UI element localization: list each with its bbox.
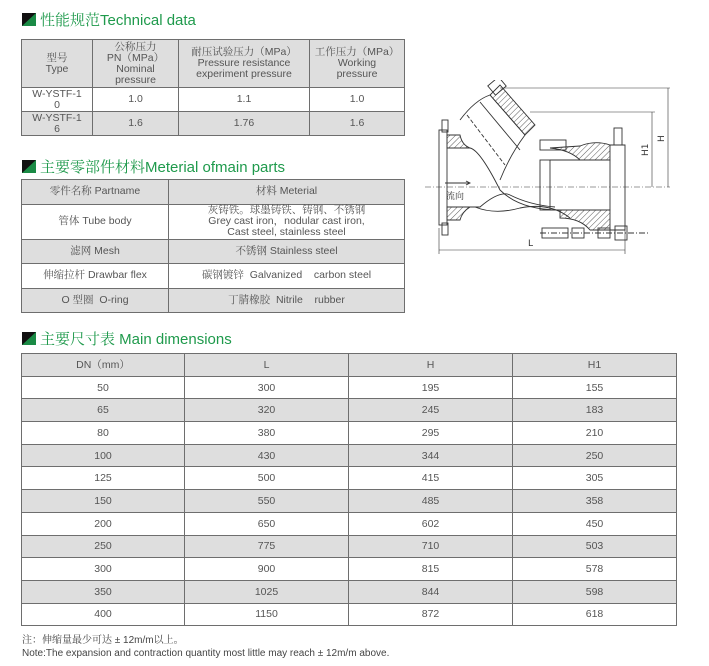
header-working-pressure: 工作压力（MPa） Working pressure: [310, 40, 405, 88]
cell-h: 844: [349, 580, 513, 603]
cell-h: 872: [349, 603, 513, 626]
y-strainer-drawing: [420, 80, 690, 260]
cell-part: 管体 Tube body: [22, 204, 169, 239]
cell-l: 380: [185, 422, 349, 445]
cell-l: 650: [185, 512, 349, 535]
note-chinese: 注：伸缩量最少可达 ± 12m/m以上。: [22, 635, 184, 646]
cell-dn: 80: [22, 422, 185, 445]
table-row: [22, 288, 405, 313]
dim-h1-label: H1: [641, 143, 651, 156]
table-row: [22, 88, 405, 112]
header-nominal-pressure: 公称压力 PN（MPa） Nominal pressure: [93, 40, 179, 88]
table-row: [22, 239, 405, 264]
cell-material: 碳钢镀锌 Galvanized carbon steel: [169, 264, 405, 289]
cell-test: 1.1: [179, 88, 310, 112]
cell-nominal: 1.0: [93, 88, 179, 112]
cell-h1: 598: [513, 580, 677, 603]
table-row: [22, 535, 677, 558]
cell-type: W-YSTF-1 0: [22, 88, 93, 112]
cell-type: W-YSTF-1 6: [22, 112, 93, 136]
dimensions-title: 主要尺寸表 Main dimensions: [22, 328, 232, 349]
cell-material: 灰铸铁。球墨铸铁、铸钢、不锈钢 Grey cast iron，nodular cast iron, Cast steel, stainless steel: [169, 204, 405, 239]
cell-l: 1150: [185, 603, 349, 626]
cell-h1: 183: [513, 399, 677, 422]
cell-h1: 155: [513, 376, 677, 399]
cell-l: 500: [185, 467, 349, 490]
table-row: [22, 467, 677, 490]
note-english: Note:The expansion and contraction quantity most little may reach ± 12m/m above.: [22, 648, 390, 659]
cell-part: 伸缩拉杆 Drawbar flex: [22, 264, 169, 289]
cell-dn: 350: [22, 580, 185, 603]
cell-nominal: 1.6: [93, 112, 179, 136]
table-row: [22, 112, 405, 136]
cell-h1: 578: [513, 558, 677, 581]
cell-h: 710: [349, 535, 513, 558]
table-row: [22, 580, 677, 603]
dim-l-label: L: [528, 239, 534, 249]
cell-dn: 50: [22, 376, 185, 399]
cell-dn: 125: [22, 467, 185, 490]
header-h: H: [349, 354, 513, 377]
table-row: [22, 422, 677, 445]
header-test-pressure: 耐压试验压力（MPa） Pressure resistance experiment pressure: [179, 40, 310, 88]
technical-data-table: [21, 39, 405, 136]
header-h1: H1: [513, 354, 677, 377]
flow-label: 流向: [446, 192, 465, 202]
cell-h: 344: [349, 444, 513, 467]
cell-working: 1.0: [310, 88, 405, 112]
cell-working: 1.6: [310, 112, 405, 136]
table-row: [22, 264, 405, 289]
table-header-row: [22, 354, 677, 377]
header-dn: DN（mm）: [22, 354, 185, 377]
cell-dn: 200: [22, 512, 185, 535]
table-row: [22, 399, 677, 422]
cell-l: 900: [185, 558, 349, 581]
section-marker-icon: [22, 332, 36, 345]
cell-l: 550: [185, 490, 349, 513]
header-type: 型号 Type: [22, 40, 93, 88]
section-marker-icon: [22, 13, 36, 26]
header-material: 材料 Meterial: [169, 180, 405, 205]
cell-material: 丁腈橡胶 Nitrile rubber: [169, 288, 405, 313]
table-row: [22, 603, 677, 626]
table-row: [22, 444, 677, 467]
cell-l: 1025: [185, 580, 349, 603]
cell-h: 485: [349, 490, 513, 513]
cell-l: 430: [185, 444, 349, 467]
table-row: [22, 558, 677, 581]
cell-dn: 150: [22, 490, 185, 513]
section-marker-icon: [22, 160, 36, 173]
dimensions-table: [21, 353, 677, 626]
cell-h: 415: [349, 467, 513, 490]
cell-dn: 300: [22, 558, 185, 581]
table-header-row: [22, 40, 405, 88]
cell-l: 775: [185, 535, 349, 558]
table-row: [22, 490, 677, 513]
cell-h: 195: [349, 376, 513, 399]
cell-l: 320: [185, 399, 349, 422]
table-row: [22, 512, 677, 535]
header-part-name: 零件名称 Partname: [22, 180, 169, 205]
cell-dn: 100: [22, 444, 185, 467]
cell-test: 1.76: [179, 112, 310, 136]
cell-material: 不锈钢 Stainless steel: [169, 239, 405, 264]
cell-l: 300: [185, 376, 349, 399]
materials-table: [21, 179, 405, 313]
cell-dn: 400: [22, 603, 185, 626]
cell-h1: 250: [513, 444, 677, 467]
cell-h1: 450: [513, 512, 677, 535]
table-row: [22, 376, 677, 399]
cell-part: 滤网 Mesh: [22, 239, 169, 264]
header-l: L: [185, 354, 349, 377]
cell-h1: 618: [513, 603, 677, 626]
cell-h: 245: [349, 399, 513, 422]
cell-h: 602: [349, 512, 513, 535]
technical-data-title: 性能规范Technical data: [22, 9, 196, 30]
materials-title: 主要零部件材料Meterial ofmain parts: [22, 156, 285, 177]
cell-dn: 65: [22, 399, 185, 422]
cell-part: O 型圈 O-ring: [22, 288, 169, 313]
cell-h1: 503: [513, 535, 677, 558]
cell-h1: 305: [513, 467, 677, 490]
table-header-row: [22, 180, 405, 205]
cell-h1: 210: [513, 422, 677, 445]
cell-h: 815: [349, 558, 513, 581]
cell-h: 295: [349, 422, 513, 445]
table-row: [22, 204, 405, 239]
cell-dn: 250: [22, 535, 185, 558]
cell-h1: 358: [513, 490, 677, 513]
dim-h-label: H: [657, 135, 667, 142]
